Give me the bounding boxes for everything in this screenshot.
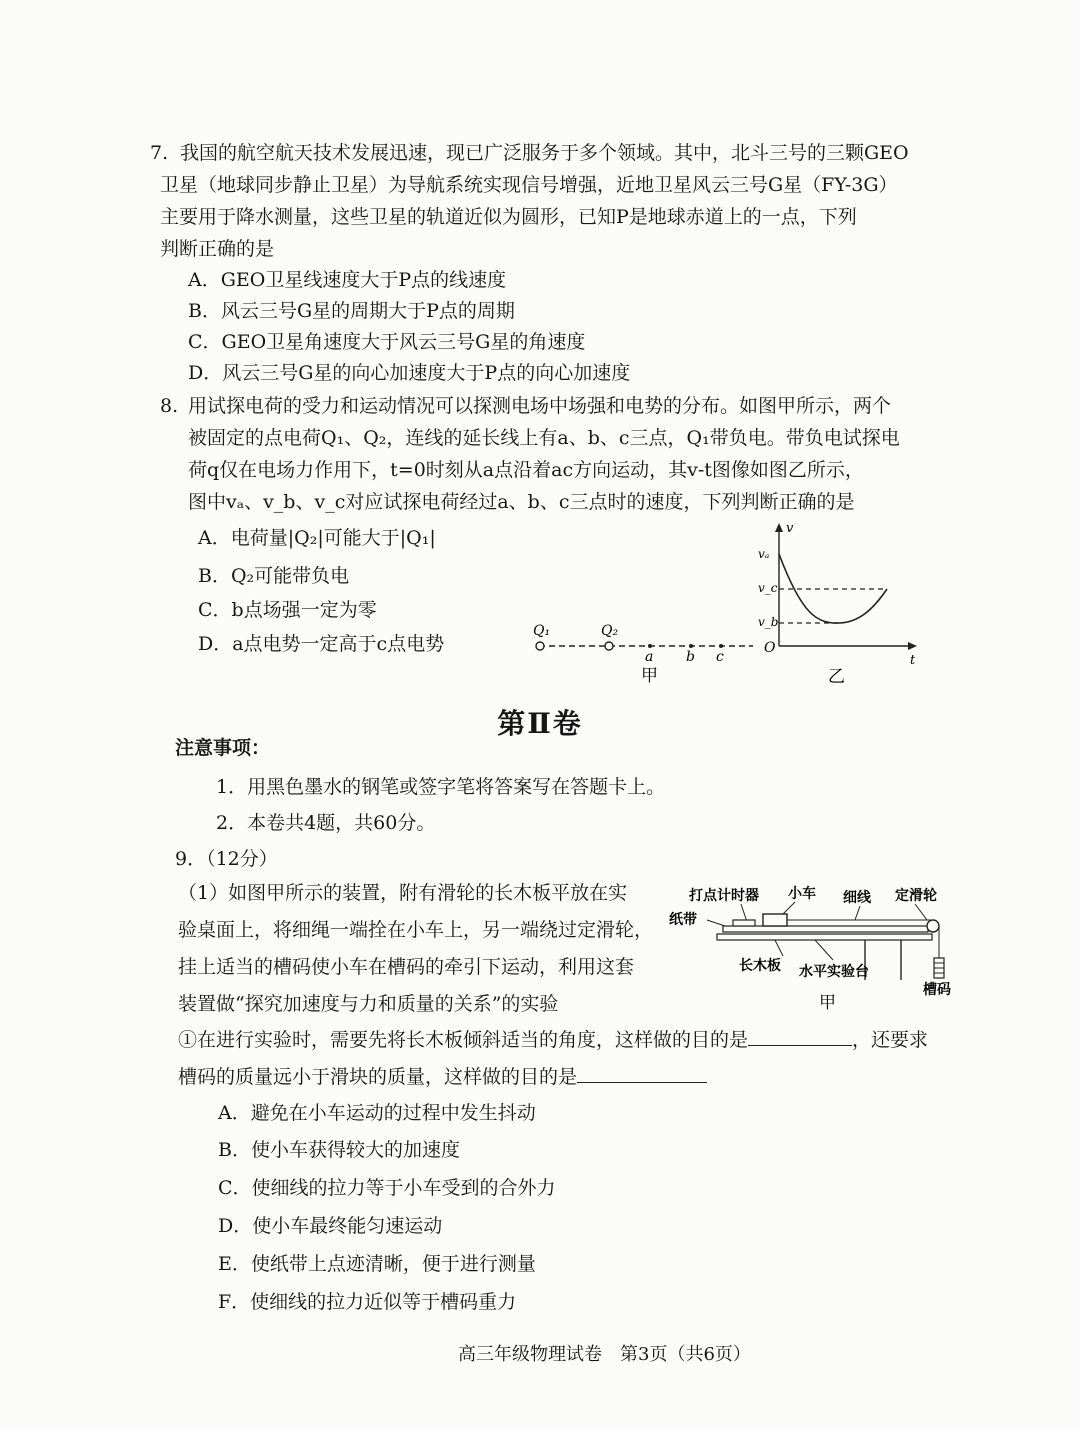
pulley-icon [927, 920, 939, 932]
q8-stem-line-4: 图中vₐ、v_b、v_c对应试探电荷经过a、b、c三点时的速度，下列判断正确的是 [188, 491, 855, 513]
caption-jia: 甲 [641, 666, 658, 686]
answer-blank-2[interactable] [577, 1064, 707, 1083]
q8-option-a: A．电荷量|Q₂|可能大于|Q₁| [198, 527, 436, 549]
q7-option-d: D．风云三号G星的向心加速度大于P点的向心加速度 [188, 362, 631, 384]
label-b: b [686, 649, 695, 665]
q8-option-b: B．Q₂可能带负电 [198, 565, 350, 587]
label-string: 细线 [843, 890, 871, 906]
q9-option-d: D．使小车最终能匀速运动 [218, 1215, 443, 1237]
q9-para-4: 装置做“探究加速度与力和质量的关系”的实验 [178, 993, 559, 1015]
q8-number: 8. [160, 395, 179, 417]
q9-sub1-line-2 [178, 1064, 707, 1089]
q7-option-c: C．GEO卫星角速度大于风云三号G星的角速度 [188, 331, 586, 353]
label-board: 长木板 [739, 958, 781, 974]
point-a-icon [648, 644, 652, 648]
q7-stem-line-2: 卫星（地球同步静止卫星）为导航系统实现信号增强，近地卫星风云三号G星（FY-3G） [160, 174, 898, 196]
timer-icon [733, 920, 755, 926]
q7-option-b: B．风云三号G星的周期大于P点的周期 [188, 300, 515, 322]
q2-charge-icon [605, 642, 613, 650]
note-1: 1．用黑色墨水的钢笔或签字笔将答案写在答题卡上。 [216, 776, 666, 798]
label-a: a [645, 649, 654, 665]
q8-option-c: C．b点场强一定为零 [198, 599, 377, 621]
part2-title: 第Ⅱ卷 [497, 707, 583, 740]
label-tape: 纸带 [669, 912, 697, 928]
q7-option-a: A．GEO卫星线速度大于P点的线速度 [188, 269, 507, 291]
tick-vc: v_c [758, 581, 778, 595]
q9-sub1-text-c: 槽码的质量远小于滑块的质量，这样做的目的是 [178, 1066, 578, 1088]
q7-stem-line-3: 主要用于降水测量，这些卫星的轨道近似为圆形，已知P是地球赤道上的一点，下列 [160, 206, 857, 228]
q8-figure-jia [525, 615, 755, 690]
label-weights: 槽码 [923, 982, 951, 998]
point-c-icon [719, 644, 723, 648]
tick-va: vₐ [758, 547, 770, 561]
notes-title: 注意事项： [175, 737, 271, 759]
q8-figure-yi [752, 520, 932, 690]
q9-option-b: B．使小车获得较大的加速度 [218, 1139, 460, 1161]
caption-jia-q9: 甲 [819, 993, 836, 1013]
q8-option-d: D．a点电势一定高于c点电势 [198, 633, 445, 655]
q7-stem-line-4: 判断正确的是 [160, 238, 275, 260]
axis-t-label: t [910, 653, 916, 668]
q8-stem-line-1: 用试探电荷的受力和运动情况可以探测电场中场强和电势的分布。如图甲所示，两个 [188, 395, 892, 417]
label-q2: Q₂ [601, 623, 619, 639]
label-pulley: 定滑轮 [895, 888, 937, 904]
q9-apparatus-figure [665, 880, 970, 1020]
long-board [723, 926, 928, 932]
q9-para-2: 验桌面上，将细绳一端拴在小车上，另一端绕过定滑轮， [178, 919, 654, 941]
q1-charge-icon [536, 642, 544, 650]
q9-sub1-text-b: ，还要求 [852, 1029, 929, 1051]
q9-sub1-text-a: ①在进行实验时，需要先将长木板倾斜适当的角度，这样做的目的是 [178, 1029, 749, 1051]
q7-stem-line-1: 我国的航空航天技术发展迅速，现已广泛服务于多个领域。其中，北斗三号的三颗GEO [180, 142, 909, 164]
q8-stem-line-3: 荷q仅在电场力作用下，t=0时刻从a点沿着ac方向运动，其v-t图像如图乙所示， [188, 459, 864, 481]
label-cart: 小车 [788, 886, 816, 902]
origin-label: O [764, 640, 776, 656]
tick-vb: v_b [758, 615, 779, 629]
label-c: c [716, 649, 724, 665]
caption-yi: 乙 [828, 667, 845, 687]
label-q1: Q₁ [533, 623, 551, 639]
q8-stem-line-2: 被固定的点电荷Q₁、Q₂，连线的延长线上有a、b、c三点，Q₁带负电。带负电试探电 [188, 427, 900, 449]
q9-para-1: （1）如图甲所示的装置，附有滑轮的长木板平放在实 [178, 882, 628, 904]
lab-table [717, 934, 932, 940]
q9-sub1-line-1 [178, 1027, 928, 1052]
q9-para-3: 挂上适当的槽码使小车在槽码的牵引下运动，利用这套 [178, 956, 635, 978]
axis-v-label: v [786, 521, 794, 536]
answer-blank-1[interactable] [748, 1027, 852, 1046]
label-table: 水平实验台 [799, 964, 869, 980]
q9-option-a: A．避免在小车运动的过程中发生抖动 [218, 1102, 536, 1124]
note-2: 2．本卷共4题，共60分。 [216, 812, 436, 834]
q9-header: 9．（12分） [175, 848, 278, 870]
cart-icon [763, 914, 787, 926]
q9-option-e: E．使纸带上点迹清晰，便于进行测量 [218, 1253, 536, 1275]
point-b-icon [689, 644, 693, 648]
label-timer: 打点计时器 [689, 888, 759, 904]
q9-option-c: C．使细线的拉力等于小车受到的合外力 [218, 1177, 556, 1199]
q7-number: 7. [150, 142, 169, 164]
page-footer: 高三年级物理试卷 第3页（共6页） [458, 1344, 751, 1365]
q9-option-f: F．使细线的拉力近似等于槽码重力 [218, 1291, 517, 1313]
